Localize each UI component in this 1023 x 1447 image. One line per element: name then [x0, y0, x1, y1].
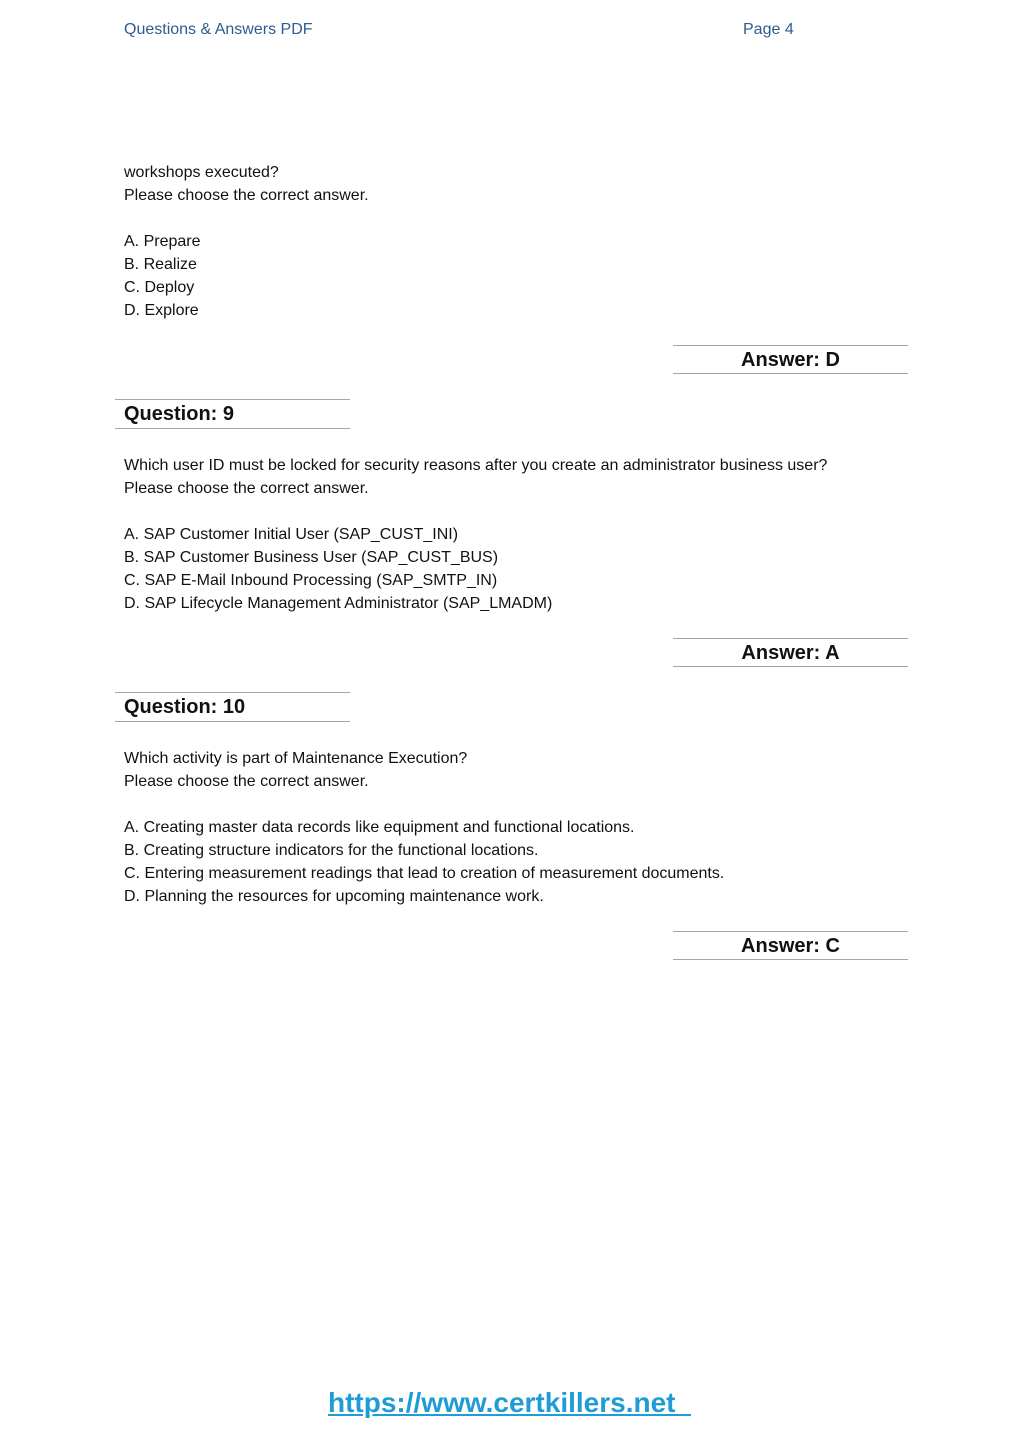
- question-9-heading: Question: 9: [115, 399, 350, 429]
- question-10-text-line: Which activity is part of Maintenance Execution?: [124, 750, 468, 767]
- page-number: Page 4: [743, 21, 794, 38]
- footer-website-link[interactable]: https://www.certkillers.net: [328, 1387, 692, 1418]
- question-8-text-line: Please choose the correct answer.: [124, 187, 369, 204]
- question-8-body: [124, 161, 369, 322]
- question-9-option: B. SAP Customer Business User (SAP_CUST_BUS): [124, 549, 499, 566]
- question-8-answer: Answer: D: [673, 345, 908, 374]
- question-10-option: A. Creating master data records like equipment and functional locations.: [124, 819, 635, 836]
- question-8-option: C. Deploy: [124, 279, 195, 296]
- question-9-text-line: Please choose the correct answer.: [124, 480, 369, 497]
- question-9-option: A. SAP Customer Initial User (SAP_CUST_INI): [124, 526, 459, 543]
- question-9-option: D. SAP Lifecycle Management Administrator (SAP_LMADM): [124, 595, 553, 612]
- question-9-answer: Answer: A: [673, 638, 908, 667]
- question-10-option: B. Creating structure indicators for the functional locations.: [124, 842, 539, 859]
- question-8-option: A. Prepare: [124, 233, 201, 250]
- question-10-heading: Question: 10: [115, 692, 350, 722]
- question-10-option: C. Entering measurement readings that lead to creation of measurement documents.: [124, 865, 725, 882]
- question-10-option: D. Planning the resources for upcoming maintenance work.: [124, 888, 544, 905]
- question-9-body: [124, 454, 827, 615]
- question-9-text-line: Which user ID must be locked for security reasons after you create an administrator business user?: [124, 457, 828, 474]
- question-10-answer: Answer: C: [673, 931, 908, 960]
- question-10-text-line: Please choose the correct answer.: [124, 773, 369, 790]
- header-title: Questions & Answers PDF: [124, 21, 313, 38]
- question-8-option: B. Realize: [124, 256, 197, 273]
- question-10-body: [124, 747, 724, 908]
- question-8-option: D. Explore: [124, 302, 199, 319]
- question-8-text-line: workshops executed?: [124, 164, 279, 181]
- question-9-option: C. SAP E-Mail Inbound Processing (SAP_SMTP_IN): [124, 572, 498, 589]
